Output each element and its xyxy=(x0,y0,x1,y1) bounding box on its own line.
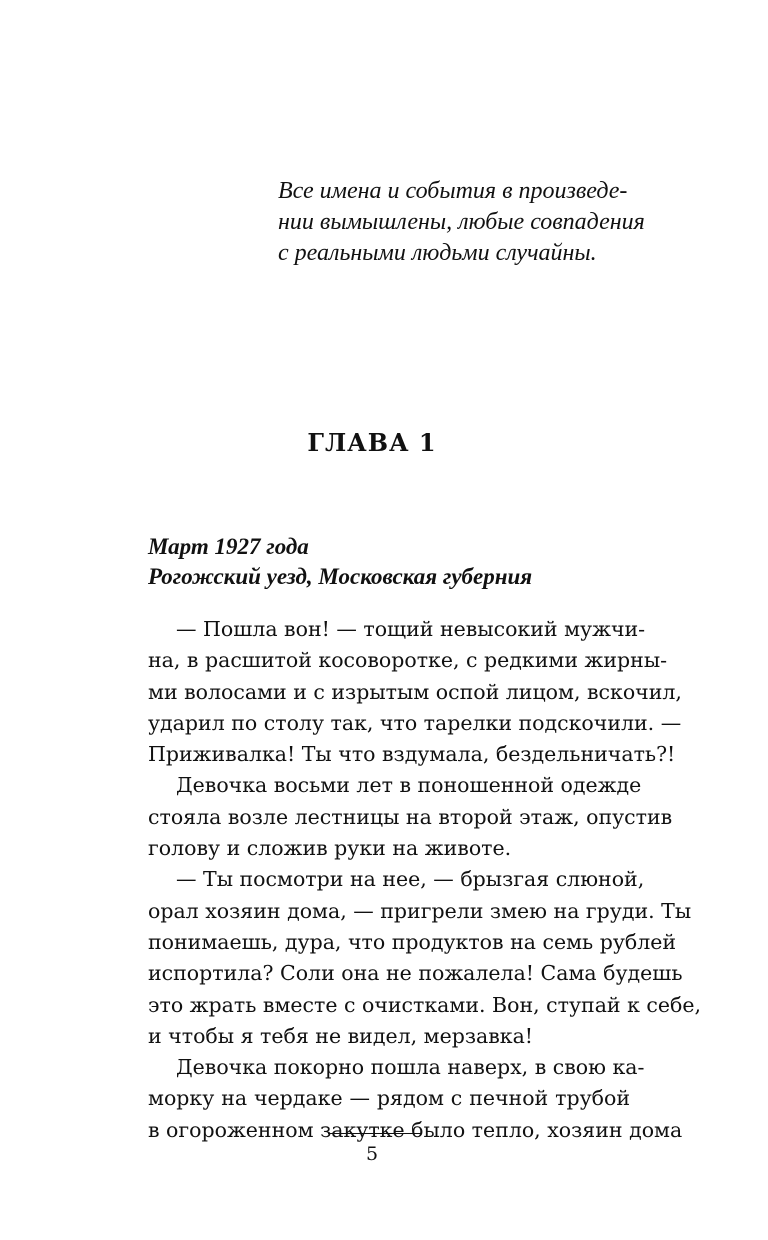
text-line: испортила? Соли она не пожалела! Сама будешь xyxy=(148,961,683,986)
disclaimer-line: Все имена и события в произведе- xyxy=(278,178,628,204)
text-line: это жрать вместе с очистками. Вон, ступай к себе, xyxy=(148,992,702,1017)
disclaimer-note xyxy=(278,176,658,269)
text-line: стояла возле лестницы на второй этаж, опустив xyxy=(148,804,673,829)
text-line: в огороженном закутке было тепло, хозяин дома xyxy=(148,1117,683,1142)
text-line: Девочка восьми лет в поношенной одежде xyxy=(176,773,642,798)
footer-divider xyxy=(328,1133,421,1134)
text-line: понимаешь, дура, что продуктов на семь рублей xyxy=(148,929,677,954)
text-line: Приживалка! Ты что вздумала, бездельничать?! xyxy=(148,742,676,767)
text-line: — Пошла вон! — тощий невысокий мужчи- xyxy=(176,617,646,641)
disclaimer-line: нии вымышлены, любые совпадения xyxy=(278,209,645,235)
epigraph-date: Март 1927 года xyxy=(148,534,309,559)
text-line: голову и сложив руки на животе. xyxy=(148,836,512,861)
chapter-epigraph xyxy=(148,532,532,592)
text-line: на, в расшитой косоворотке, с редкими жирны- xyxy=(148,648,668,673)
text-line: и чтобы я тебя не видел, мерзавка! xyxy=(148,1023,534,1048)
chapter-title: ГЛАВА 1 xyxy=(307,428,437,457)
disclaimer-line: с реальными людьми случайны. xyxy=(278,240,597,266)
text-line: ми волосами и с изрытым оспой лицом, вскочил, xyxy=(148,679,682,704)
text-line: орал хозяин дома, — пригрели змею на груди. Ты xyxy=(148,898,692,923)
page-number: 5 xyxy=(365,1143,379,1165)
text-line: ударил по столу так, что тарелки подскочили. — xyxy=(148,710,682,735)
text-line: — Ты посмотри на нее, — брызгая слюной, xyxy=(176,867,645,892)
text-line: Девочка покорно пошла наверх, в свою ка- xyxy=(176,1055,645,1080)
body-text xyxy=(148,614,702,1146)
text-line: морку на чердаке — рядом с печной трубой xyxy=(148,1086,630,1111)
epigraph-place: Рогожский уезд, Московская губерния xyxy=(148,564,533,589)
